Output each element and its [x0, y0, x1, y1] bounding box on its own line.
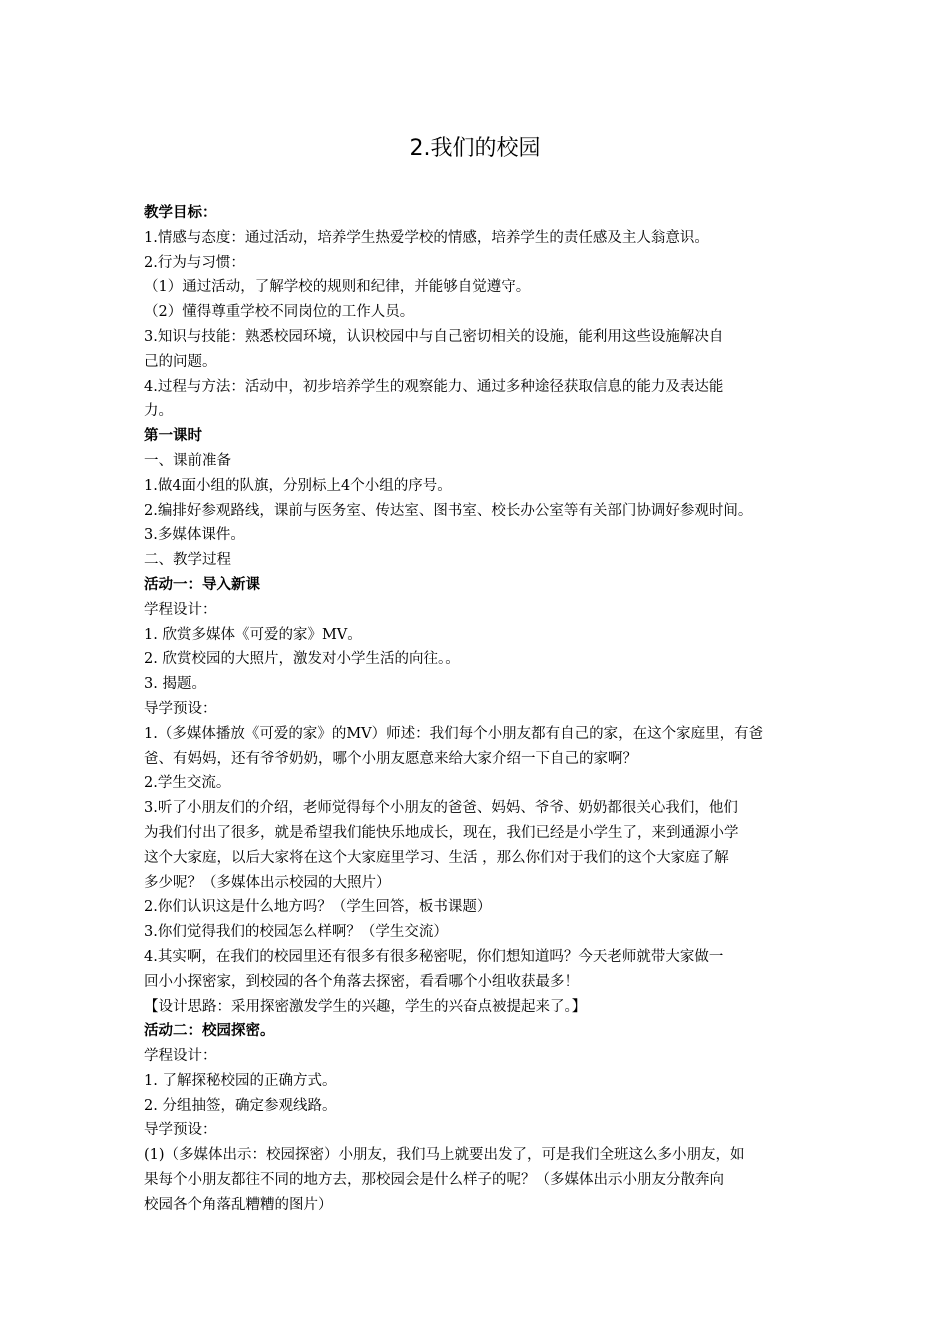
text-line: 3.你们觉得我们的校园怎么样啊？（学生交流） [144, 924, 448, 941]
text-line: 1.（多媒体播放《可爱的家》的MV）师述：我们每个小朋友都有自己的家，在这个家庭里，有爸 [144, 725, 764, 742]
text-line: 己的问题。 [144, 353, 217, 370]
text-line: 二、教学过程 [144, 552, 231, 569]
text-line: 3. 揭题。 [144, 676, 206, 693]
text-line: 2.你们认识这是什么地方吗？（学生回答，板书课题） [144, 899, 492, 916]
text-line: 校园各个角落乱糟糟的图片） [144, 1196, 333, 1213]
text-line: 2.学生交流。 [144, 775, 231, 792]
text-line: 3.知识与技能：熟悉校园环境，认识校园中与自己密切相关的设施，能利用这些设施解决自 [144, 328, 724, 345]
text-line: 学程设计： [144, 1048, 217, 1065]
text-line: 1. 欣赏多媒体《可爱的家》MV。 [144, 626, 362, 643]
text-line: 这个大家庭，以后大家将在这个大家庭里学习、生活 ，那么你们对于我们的这个大家庭了解 [144, 849, 729, 866]
text-line: 【设计思路：采用探密激发学生的兴趣，学生的兴奋点被提起来了。】 [144, 998, 587, 1015]
document-body [144, 201, 824, 1218]
text-line: 1. 了解探秘校园的正确方式。 [144, 1072, 337, 1089]
text-line: (1)（多媒体出示：校园探密）小朋友，我们马上就要出发了，可是我们全班这么多小朋友，如 [144, 1147, 745, 1164]
text-line: （1）通过活动，了解学校的规则和纪律，并能够自觉遵守。 [144, 279, 531, 296]
section-heading: 活动一：导入新课 [144, 576, 260, 593]
text-line: 2.行为与习惯： [144, 254, 245, 271]
text-line: 爸、有妈妈，还有爷爷奶奶，哪个小朋友愿意来给大家介绍一下自己的家啊？ [144, 750, 637, 767]
text-line: 导学预设： [144, 700, 217, 717]
text-line: 3.多媒体课件。 [144, 527, 245, 544]
text-line: 果每个小朋友都往不同的地方去，那校园会是什么样子的呢？（多媒体出示小朋友分散奔向 [144, 1172, 724, 1189]
page-title: 2.我们的校园 [409, 136, 541, 161]
text-line: 4.过程与方法：活动中，初步培养学生的观察能力、通过多种途径获取信息的能力及表达能 [144, 378, 724, 395]
text-line: 1.做4面小组的队旗，分别标上4个小组的序号。 [144, 477, 452, 494]
text-line: 一、课前准备 [144, 452, 231, 469]
text-line: 2. 分组抽签，确定参观线路。 [144, 1097, 337, 1114]
text-line: 学程设计： [144, 601, 217, 618]
text-line: 1.情感与态度：通过活动，培养学生热爱学校的情感，培养学生的责任感及主人翁意识。 [144, 229, 709, 246]
text-line: 导学预设： [144, 1122, 217, 1139]
text-line: 2.编排好参观路线，课前与医务室、传达室、图书室、校长办公室等有关部门协调好参观时间。 [144, 502, 753, 519]
text-line: 多少呢？（多媒体出示校园的大照片） [144, 874, 391, 891]
section-heading: 活动二：校园探密。 [144, 1023, 275, 1040]
text-line: 为我们付出了很多，就是希望我们能快乐地成长，现在，我们已经是小学生了，来到通源小学 [144, 824, 739, 841]
text-line: 力。 [144, 403, 173, 420]
section-heading: 第一课时 [144, 428, 202, 445]
text-line: 2. 欣赏校园的大照片，激发对小学生活的向往。。 [144, 651, 460, 668]
text-line: 4.其实啊，在我们的校园里还有很多有很多秘密呢，你们想知道吗？今天老师就带大家做一 [144, 948, 724, 965]
text-line: 回小小探密家，到校园的各个角落去探密，看看哪个小组收获最多！ [144, 973, 579, 990]
text-line: 3.听了小朋友们的介绍，老师觉得每个小朋友的爸爸、妈妈、爷爷、奶奶都很关心我们，他们 [144, 800, 738, 817]
section-heading: 教学目标： [144, 205, 217, 221]
text-line: （2）懂得尊重学校不同岗位的工作人员。 [144, 304, 415, 321]
